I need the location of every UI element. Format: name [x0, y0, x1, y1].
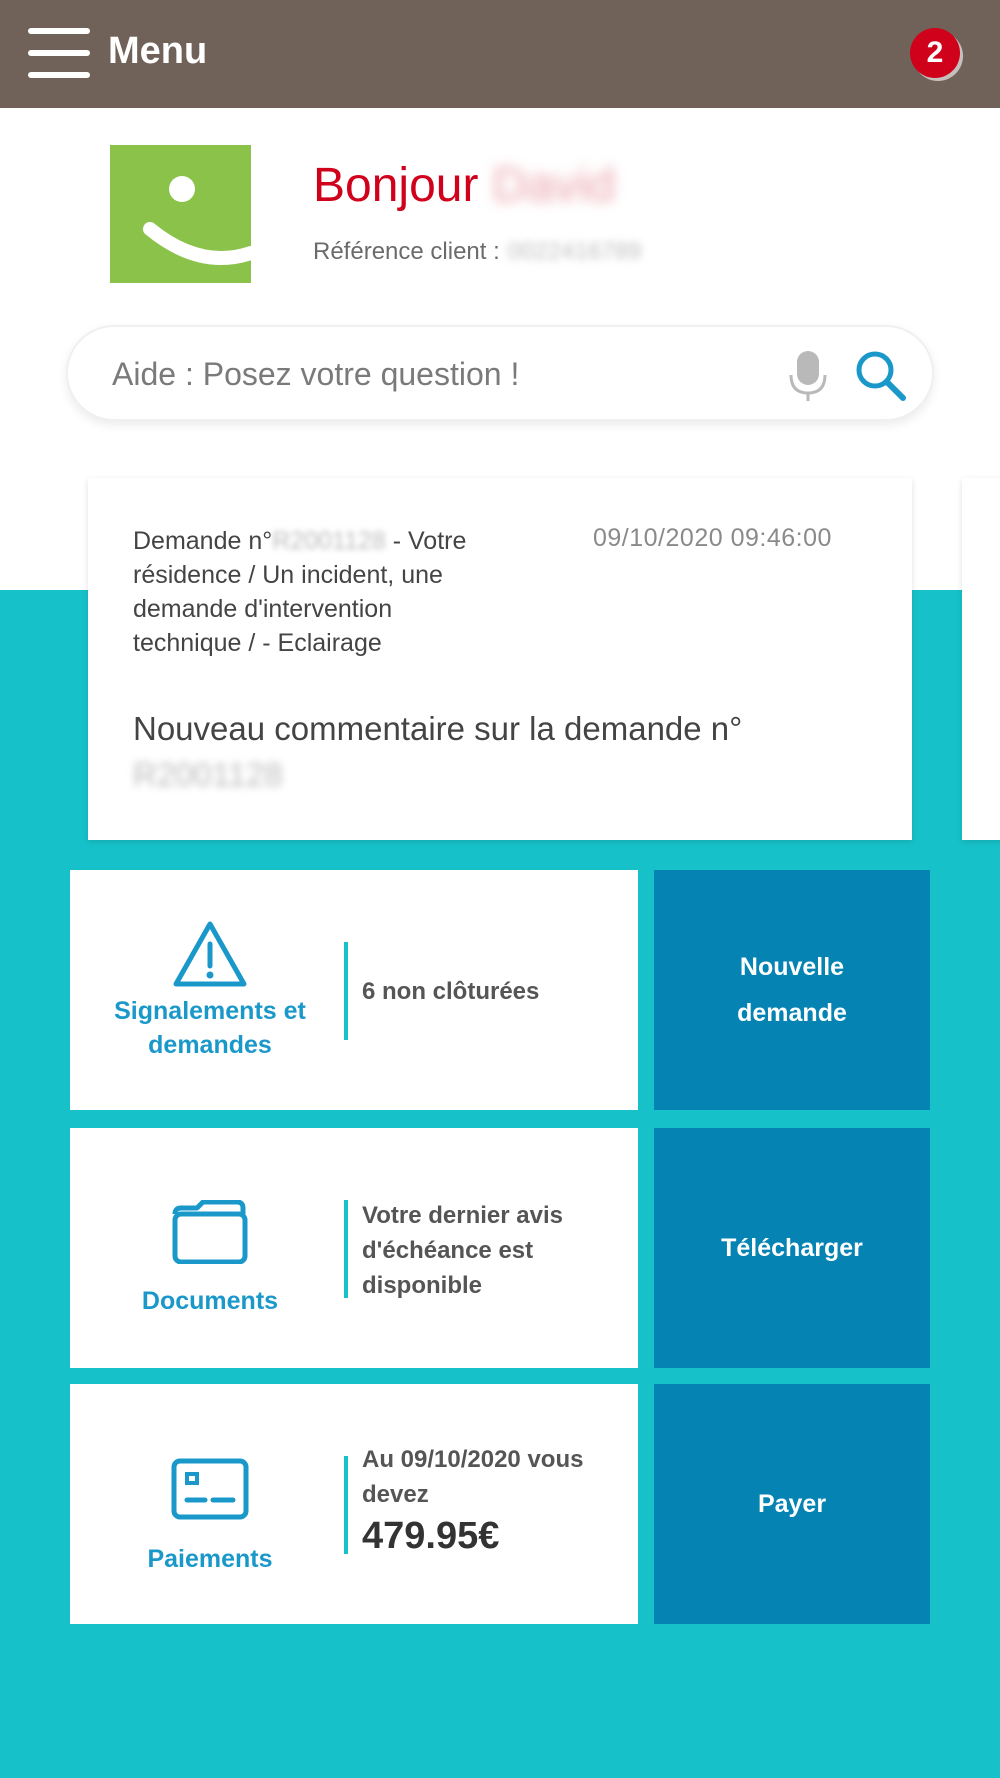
tile-signalements-title: Signalements et demandes [114, 997, 306, 1059]
payment-amount: 479.95€ [362, 1515, 500, 1557]
message-prefix: Nouveau commentaire sur la demande n° [133, 710, 743, 747]
top-bar [0, 0, 1000, 108]
pay-button[interactable] [654, 1384, 930, 1624]
tile-divider [344, 942, 348, 1040]
folder-icon [70, 1200, 350, 1269]
user-name: David [492, 159, 616, 212]
subject-prefix: Demande n° [133, 527, 273, 555]
tile-paiements-title: Paiements [147, 1545, 273, 1573]
payment-due-text: Au 09/10/2020 vous devez [362, 1446, 584, 1508]
search-icon[interactable] [852, 347, 908, 403]
pay-label: Payer [757, 1490, 827, 1518]
notification-subject [133, 524, 503, 660]
avatar-smiley-icon [110, 145, 251, 283]
notification-badge[interactable]: 2 [910, 28, 960, 78]
help-search-input[interactable] [112, 349, 812, 399]
message-number: R2001128 [133, 756, 283, 793]
client-ref-label: Référence client : [313, 238, 500, 265]
warning-icon [70, 920, 350, 995]
next-notification-card[interactable] [962, 478, 1000, 840]
download-button[interactable] [654, 1128, 930, 1368]
subject-rest: - Votre résidence / Un incident, une demande d'intervention technique / - Eclairage [133, 527, 467, 657]
tile-signalements-status: 6 non clôturées [362, 978, 540, 1005]
client-reference [313, 238, 641, 266]
tile-documents-title: Documents [141, 1287, 279, 1315]
notification-card[interactable] [88, 478, 912, 840]
download-label: Télécharger [721, 1234, 863, 1262]
client-ref-value: 0022416789 [507, 238, 642, 265]
tile-signalements[interactable] [70, 870, 638, 1110]
tile-paiements[interactable] [70, 1384, 638, 1624]
help-search-bar [66, 325, 934, 421]
greeting-text: Bonjour [313, 159, 479, 212]
tile-documents-status: Votre dernier avis d'échéance est disponible [362, 1202, 563, 1299]
card-icon [70, 1458, 350, 1525]
notification-date: 09/10/2020 09:46:00 [593, 524, 832, 552]
tile-divider [344, 1200, 348, 1298]
microphone-icon[interactable] [786, 349, 830, 403]
new-request-button[interactable] [654, 870, 930, 1110]
hamburger-menu-icon[interactable] [28, 28, 90, 80]
subject-number: R2001128 [272, 527, 386, 555]
greeting [313, 158, 615, 213]
tile-paiements-status [362, 1442, 622, 1560]
tile-documents[interactable] [70, 1128, 638, 1368]
new-request-label: Nouvelle demande [737, 953, 847, 1027]
tile-divider [344, 1456, 348, 1554]
notification-message [133, 706, 863, 798]
menu-label[interactable]: Menu [108, 30, 208, 72]
